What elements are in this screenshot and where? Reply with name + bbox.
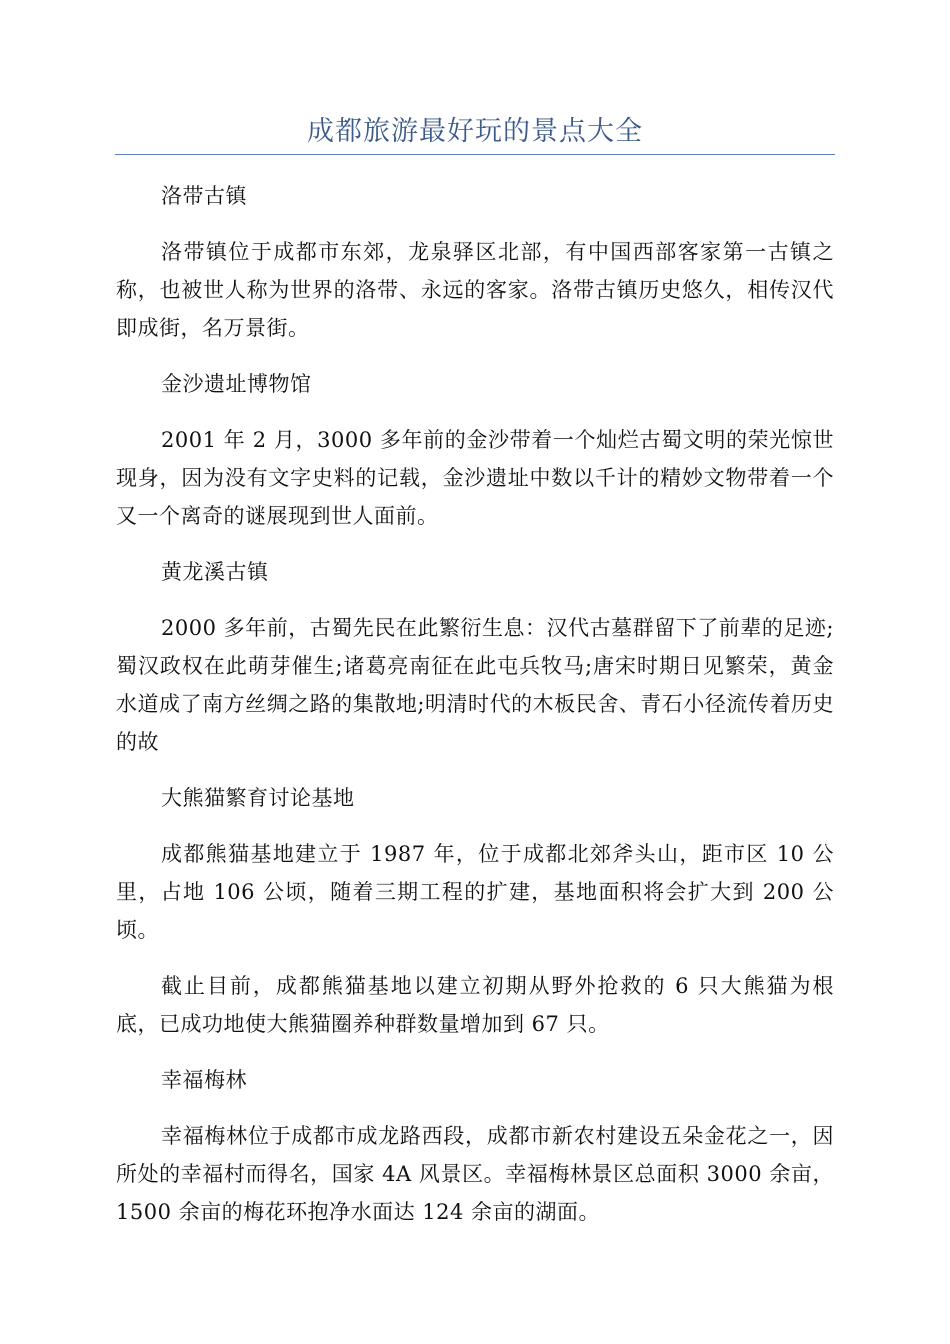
section-paragraph: 2001 年 2 月，3000 多年前的金沙带着一个灿烂古蜀文明的荣光惊世现身，因为没有文字史料的记载，金沙遗址中数以千计的精妙文物带着一个又一个离奇的谜展现到世人面前。	[116, 428, 834, 528]
section-paragraph: 洛带镇位于成都市东郊，龙泉驿区北部，有中国西部客家第一古镇之称，也被世人称为世界的洛带、永远的客家。洛带古镇历史悠久，相传汉代即成街，名万景街。	[116, 240, 834, 340]
section-heading: 幸福梅林	[161, 1068, 247, 1092]
section-paragraph: 成都熊猫基地建立于 1987 年，位于成都北郊斧头山，距市区 10 公里，占地 106 公顷，随着三期工程的扩建，基地面积将会扩大到 200 公顷。	[116, 842, 834, 942]
section-heading: 洛带古镇	[161, 184, 247, 208]
section-heading: 金沙遗址博物馆	[161, 372, 312, 396]
document-body	[116, 177, 834, 1231]
section-paragraph: 2000 多年前，古蜀先民在此繁衍生息：汉代古墓群留下了前辈的足迹;蜀汉政权在此萌芽催生;诸葛亮南征在此屯兵牧马;唐宋时期日见繁荣，黄金水道成了南方丝绸之路的集散地;明清时代的木板民舍、青石小径流传着历史的故	[116, 616, 834, 754]
section-paragraph: 截止目前，成都熊猫基地以建立初期从野外抢救的 6 只大熊猫为根底，已成功地使大熊猫圈养种群数量增加到 67 只。	[116, 974, 834, 1036]
section-paragraph: 幸福梅林位于成都市成龙路西段，成都市新农村建设五朵金花之一，因所处的幸福村而得名，国家 4A 风景区。幸福梅林景区总面积 3000 余亩，1500 余亩的梅花环抱净水面达 124 余亩的湖面。	[116, 1124, 834, 1224]
section-heading: 黄龙溪古镇	[161, 560, 269, 584]
title-underline	[115, 154, 835, 155]
section-heading: 大熊猫繁育讨论基地	[161, 786, 355, 810]
page-title: 成都旅游最好玩的景点大全	[307, 116, 643, 147]
